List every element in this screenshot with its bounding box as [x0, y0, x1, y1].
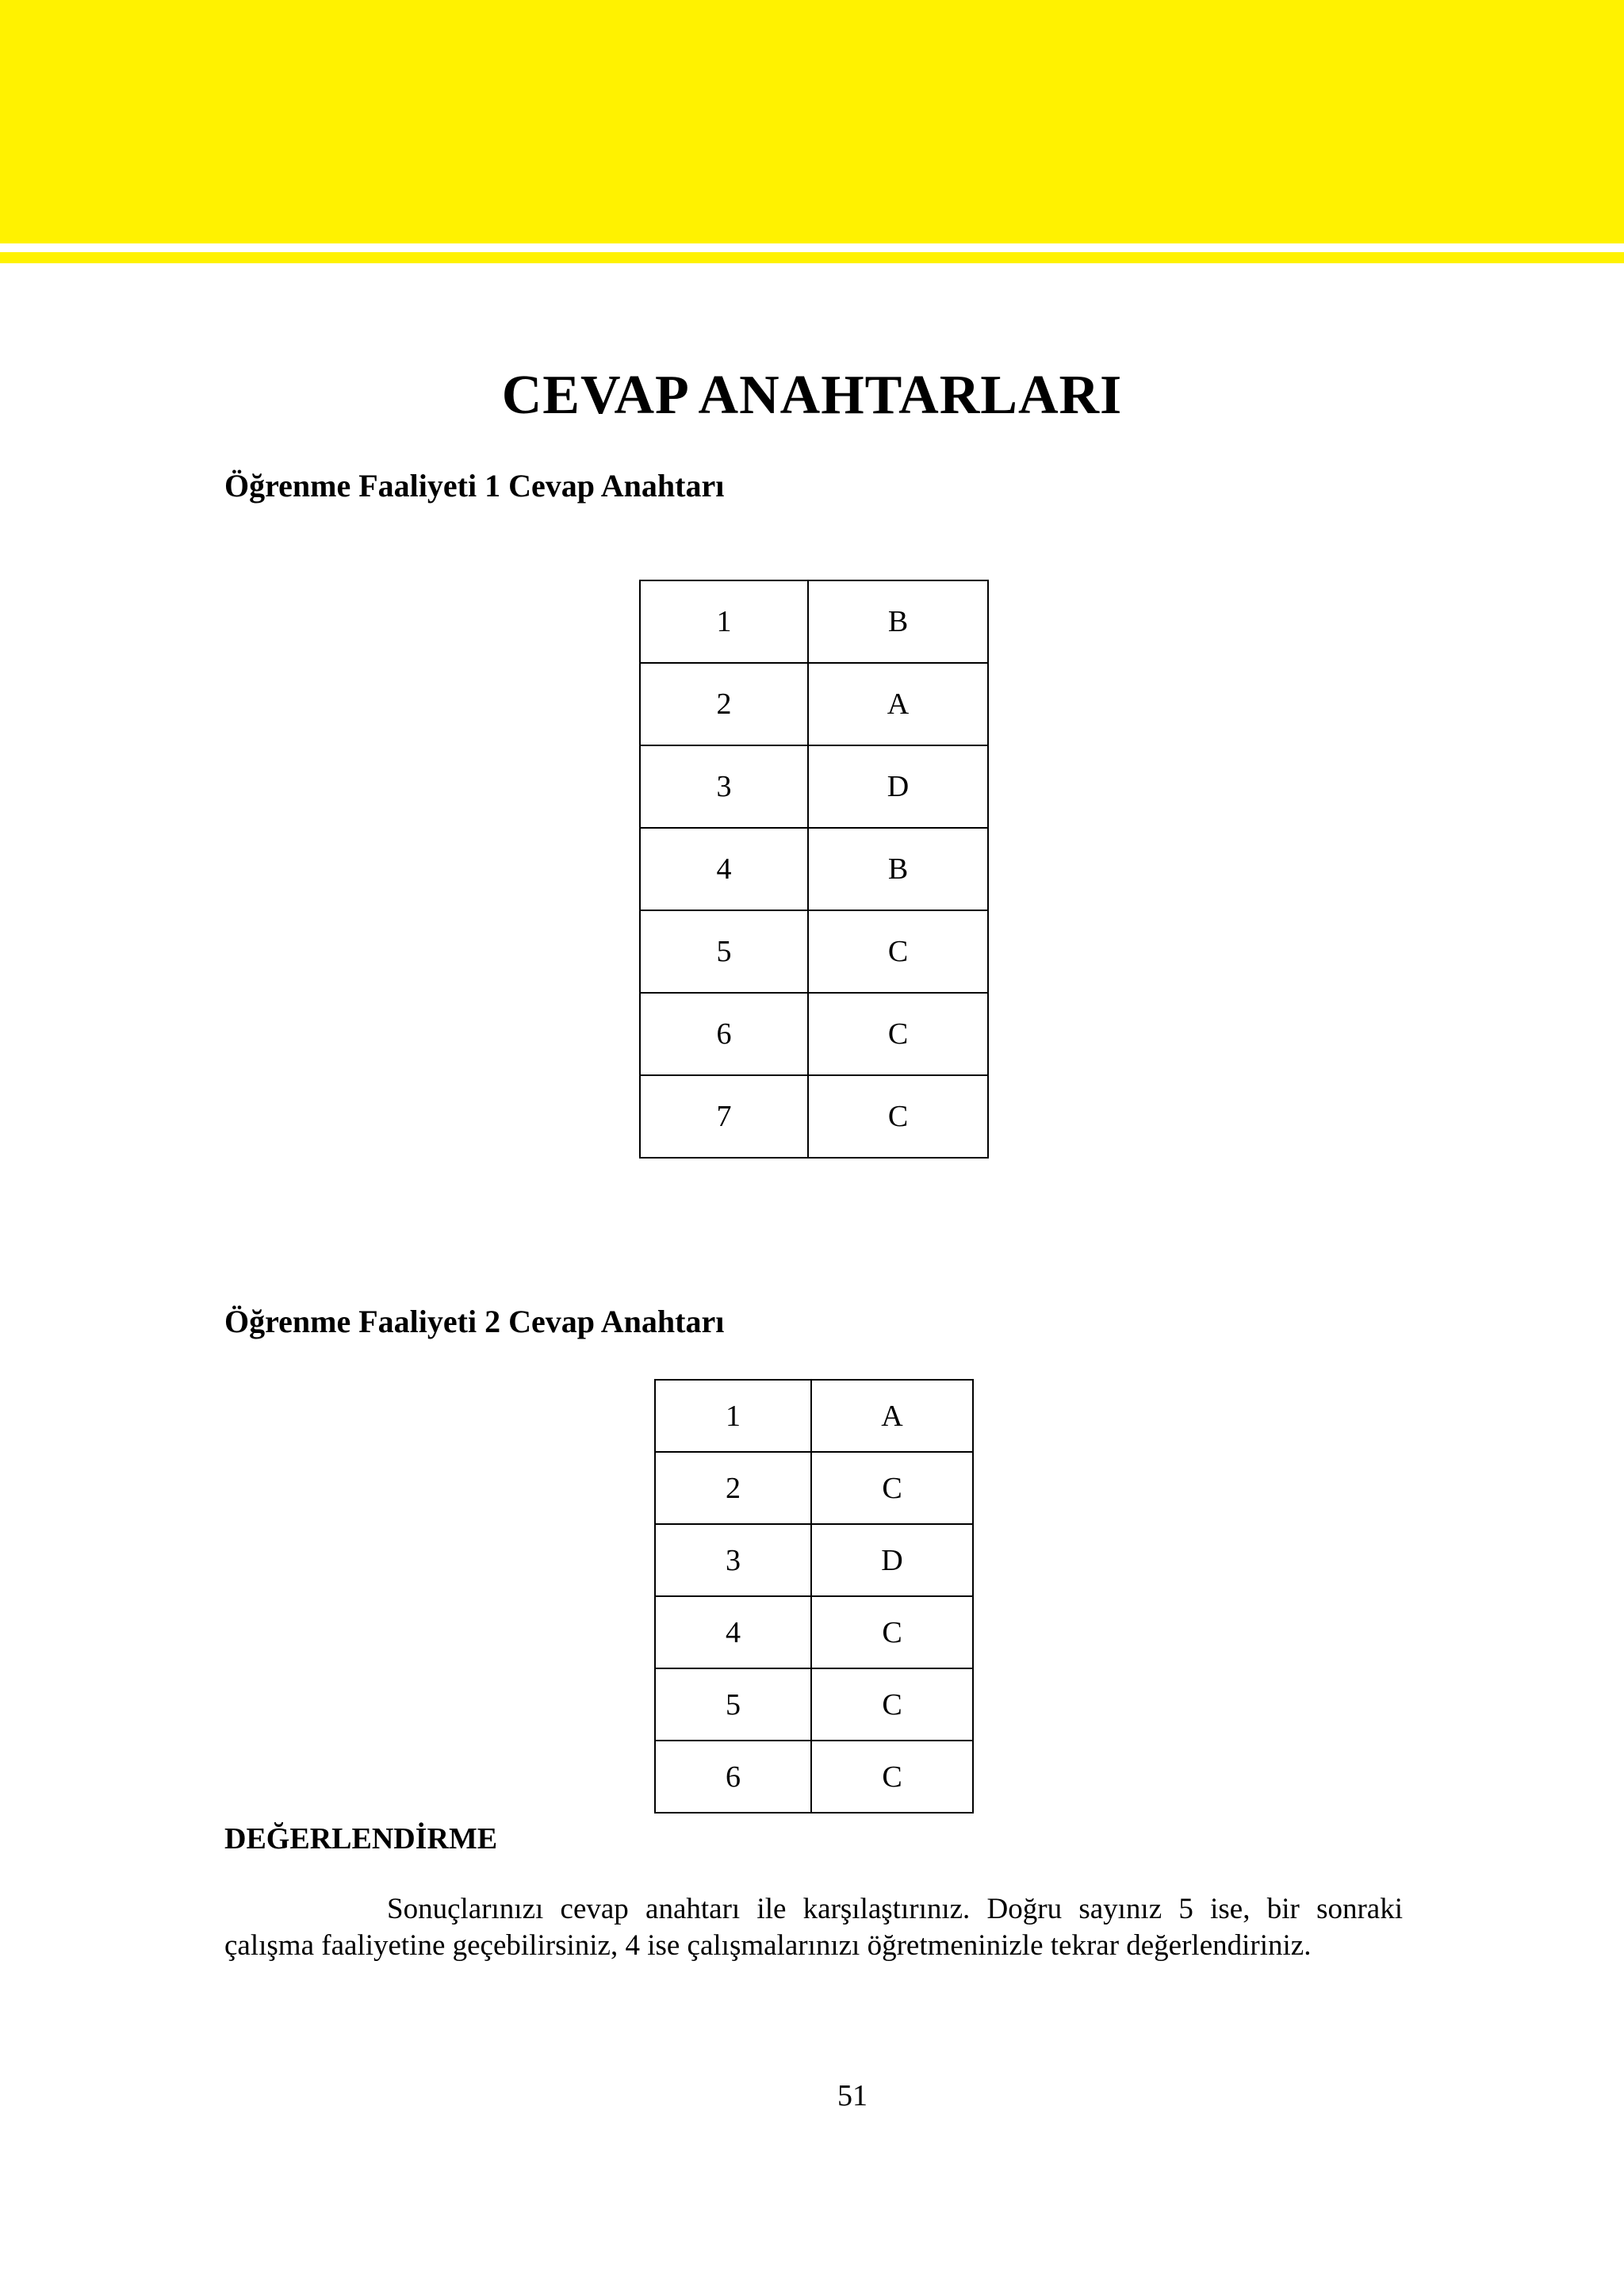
table-row: [640, 910, 988, 993]
answer-letter: C: [808, 910, 988, 993]
answer-letter: D: [808, 745, 988, 828]
answer-key-table-1: [639, 580, 989, 1159]
table-row: [655, 1741, 973, 1813]
answer-letter: B: [808, 828, 988, 910]
answer-key-table-2: [654, 1379, 974, 1813]
question-number: 6: [655, 1741, 811, 1813]
question-number: 1: [655, 1380, 811, 1452]
question-number: 7: [640, 1075, 808, 1158]
table-row: [655, 1596, 973, 1668]
answer-letter: A: [808, 663, 988, 745]
table-row: [640, 828, 988, 910]
question-number: 1: [640, 580, 808, 663]
table-row: [655, 1524, 973, 1596]
question-number: 3: [655, 1524, 811, 1596]
answer-letter: C: [811, 1596, 973, 1668]
question-number: 2: [640, 663, 808, 745]
page-number: 51: [837, 2079, 868, 2112]
answer-letter: C: [808, 993, 988, 1075]
answer-letter: C: [811, 1741, 973, 1813]
table-row: [640, 993, 988, 1075]
question-number: 5: [640, 910, 808, 993]
answer-letter: B: [808, 580, 988, 663]
table-row: [655, 1380, 973, 1452]
question-number: 4: [640, 828, 808, 910]
table-row: [640, 580, 988, 663]
table-row: [655, 1452, 973, 1524]
answer-letter: A: [811, 1380, 973, 1452]
table-row: [655, 1668, 973, 1741]
answer-letter: C: [808, 1075, 988, 1158]
answer-letter: C: [811, 1668, 973, 1741]
question-number: 6: [640, 993, 808, 1075]
page-title: CEVAP ANAHTARLARI: [501, 365, 1123, 426]
answer-letter: D: [811, 1524, 973, 1596]
table-row: [640, 1075, 988, 1158]
table-row: [640, 745, 988, 828]
question-number: 2: [655, 1452, 811, 1524]
section-1-heading: Öğrenme Faaliyeti 1 Cevap Anahtarı: [224, 468, 725, 504]
question-number: 5: [655, 1668, 811, 1741]
answer-letter: C: [811, 1452, 973, 1524]
section-2-heading: Öğrenme Faaliyeti 2 Cevap Anahtarı: [224, 1304, 725, 1339]
header-yellow-stripe: [0, 252, 1624, 263]
table-row: [640, 663, 988, 745]
header-yellow-band: [0, 0, 1624, 243]
question-number: 3: [640, 745, 808, 828]
question-number: 4: [655, 1596, 811, 1668]
evaluation-heading: DEĞERLENDİRME: [224, 1822, 498, 1856]
evaluation-paragraph: Sonuçlarınızı cevap anahtarı ile karşılaştırınız. Doğru sayınız 5 ise, bir sonraki çalışma faaliyetine geçebilirsiniz, 4 ise çalışmalarınızı öğretmeninizle tekrar değerlendiriniz.: [224, 1893, 1403, 1962]
